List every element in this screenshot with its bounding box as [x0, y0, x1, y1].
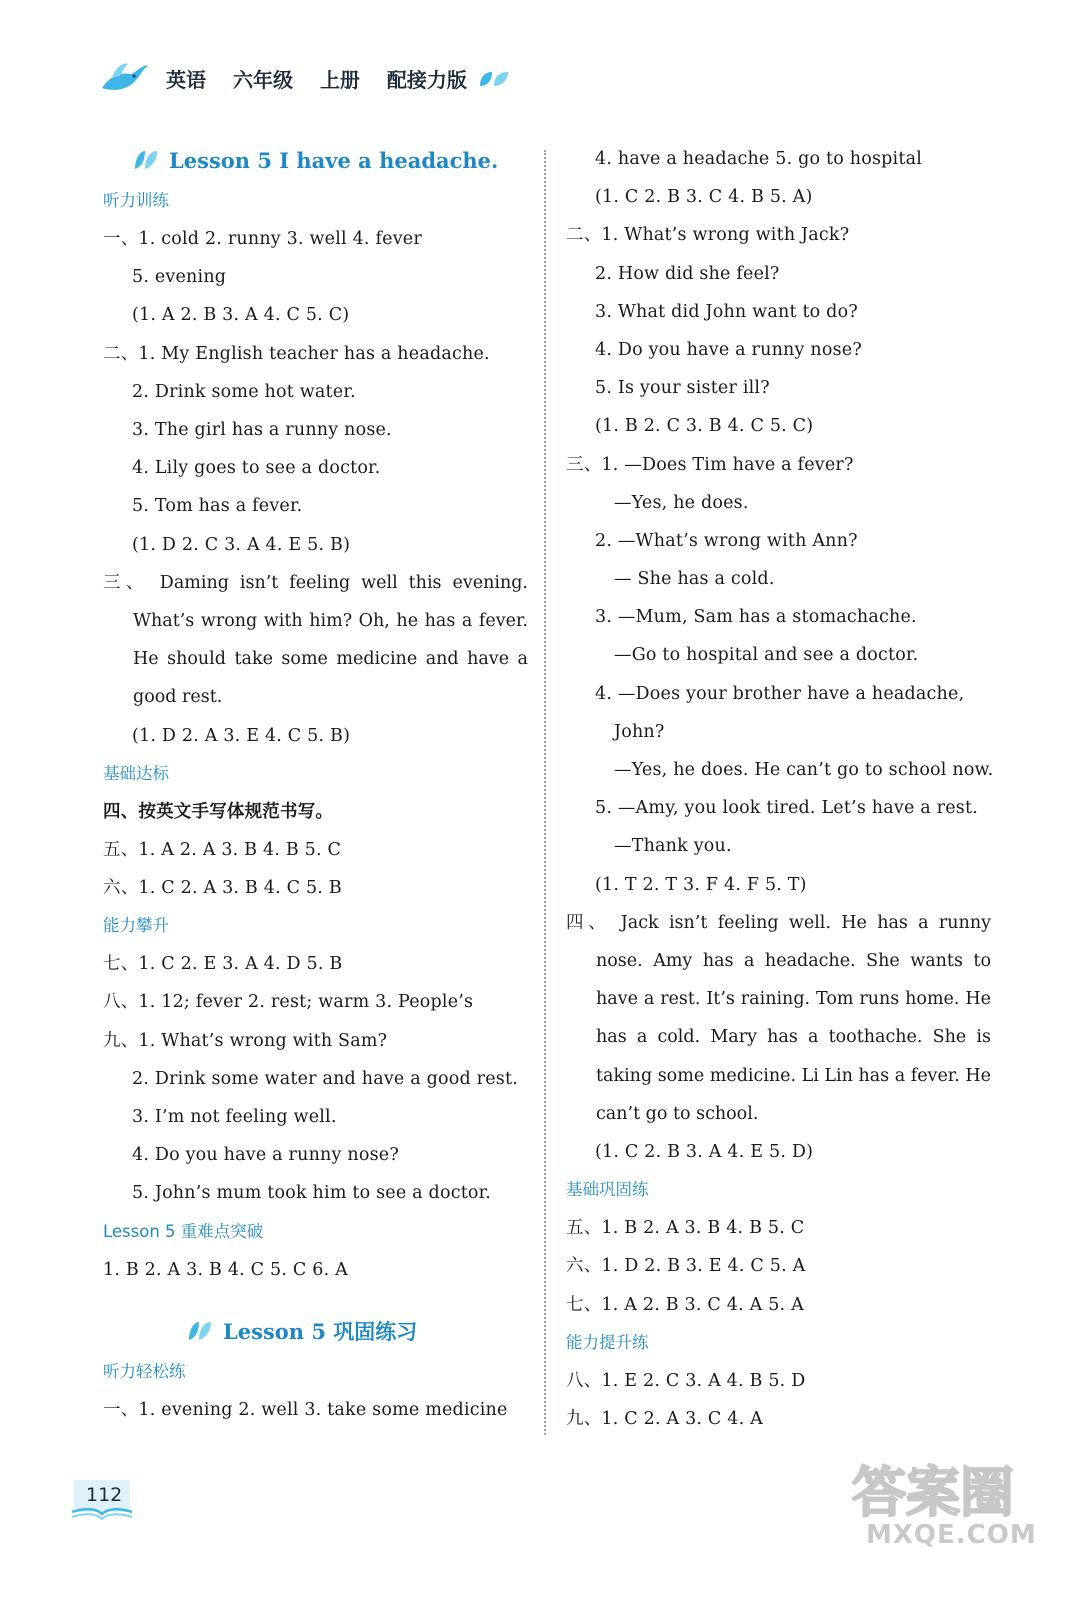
- answer-line: 4. Do you have a runny nose?: [132, 1145, 399, 1166]
- answer-line: 5. John’s mum took him to see a doctor.: [132, 1183, 492, 1204]
- leaf-icon: [187, 1320, 213, 1342]
- answer-line: —Yes, he does. He can’t go to school now.: [614, 760, 994, 780]
- answer-line: 4. —Does your brother have a headache,: [595, 683, 965, 704]
- right-column: [566, 140, 994, 1438]
- answer-line: (1. D 2. A 3. E 4. C 5. B): [132, 725, 351, 746]
- answer-line: 3. —Mum, Sam has a stomachache.: [595, 607, 917, 628]
- section-basic: 基础达标: [103, 763, 169, 783]
- header-volume: 上册: [319, 68, 360, 92]
- watermark-url: MXQE.COM: [866, 1520, 1037, 1550]
- header-grade: 六年级: [232, 68, 293, 92]
- answer-line: — She has a cold.: [614, 569, 775, 590]
- answer-line: 八、1. 12; fever 2. rest; warm 3. People’s: [103, 992, 474, 1013]
- watermark: [842, 1450, 1042, 1560]
- answer-line: 八、1. E 2. C 3. A 4. B 5. D: [566, 1370, 806, 1391]
- answer-line: 六、1. D 2. B 3. E 4. C 5. A: [566, 1256, 806, 1277]
- listening-script: 三、 Daming isn’t feeling well this evening. What’s wrong with him? Oh, he has a fever. He should take some medicine and have a good rest.: [103, 572, 528, 708]
- answer-line: —Thank you.: [614, 836, 732, 857]
- answer-line: 2. Drink some hot water.: [132, 381, 356, 402]
- answer-line: 5. Is your sister ill?: [595, 378, 770, 399]
- answer-line: 九、1. C 2. A 3. C 4. A: [566, 1408, 763, 1429]
- answer-line: —Go to hospital and see a doctor.: [614, 645, 919, 666]
- answer-line: 2. —What’s wrong with Ann?: [595, 530, 858, 551]
- bird-logo-icon: [98, 58, 150, 98]
- answer-line: 一、1. evening 2. well 3. take some medicine: [103, 1399, 508, 1420]
- section-basic-consolidate: 基础巩固练: [566, 1180, 649, 1200]
- section-key-points: Lesson 5 重难点突破: [103, 1221, 264, 1241]
- answer-line: 3. The girl has a runny nose.: [132, 419, 392, 440]
- section-ability-improve: 能力提升练: [566, 1332, 649, 1352]
- lesson-title-text: Lesson 5 I have a headache.: [169, 148, 499, 173]
- answer-line: (1. B 2. C 3. B 4. C 5. C): [595, 416, 814, 437]
- column-divider: [544, 150, 546, 1435]
- answer-line: 四、按英文手写体规范书写。: [103, 801, 334, 822]
- page-number: [70, 1478, 134, 1520]
- answer-line: 一、1. cold 2. runny 3. well 4. fever: [103, 229, 422, 249]
- answer-line: 2. Drink some water and have a good rest.: [132, 1068, 518, 1089]
- answer-line: 2. How did she feel?: [595, 263, 780, 284]
- answer-line: 3. What did John want to do?: [595, 301, 858, 322]
- watermark-logo: 答案圈: [852, 1461, 1014, 1524]
- answer-line: 五、1. B 2. A 3. B 4. B 5. C: [566, 1218, 805, 1239]
- listening-script: 四、 Jack isn’t feeling well. He has a runny nose. Amy has a headache. She wants to have a rest. It’s raining. Tom runs home. He has a cold. Mary has a toothache. She is taking some medicine. Li Lin has a fever. He can’t go to school.: [566, 912, 991, 1124]
- answer-line: (1. A 2. B 3. A 4. C 5. C): [132, 305, 350, 326]
- answer-line: 4. Lily goes to see a doctor.: [132, 458, 381, 479]
- leaf-icon: [133, 149, 159, 171]
- answer-line: 二、1. What’s wrong with Jack?: [566, 225, 850, 246]
- answer-line: 1. B 2. A 3. B 4. C 5. C 6. A: [103, 1259, 348, 1280]
- section-advance: 能力攀升: [103, 916, 169, 936]
- answer-line: John?: [614, 721, 665, 742]
- answer-line: 七、1. C 2. E 3. A 4. D 5. B: [103, 954, 343, 975]
- answer-line: 二、1. My English teacher has a headache.: [103, 343, 490, 364]
- book-header: [166, 64, 487, 93]
- leaf-deco-icon: [476, 68, 510, 90]
- answer-line: 4. have a headache 5. go to hospital: [595, 149, 922, 169]
- lesson-title-practice-text: Lesson 5 巩固练习: [223, 1318, 418, 1344]
- answer-line: 九、1. What’s wrong with Sam?: [103, 1030, 388, 1051]
- answer-line: (1. D 2. C 3. A 4. E 5. B): [132, 534, 351, 555]
- answer-line: 五、1. A 2. A 3. B 4. B 5. C: [103, 839, 342, 860]
- answer-line: (1. T 2. T 3. F 4. F 5. T): [595, 874, 807, 895]
- header-edition: 配接力版: [386, 68, 467, 92]
- header-subject: 英语: [166, 68, 206, 92]
- lesson-title: [103, 140, 528, 182]
- section-listening-easy: 听力轻松练: [103, 1361, 186, 1381]
- answer-line: 三、1. —Does Tim have a fever?: [566, 454, 854, 475]
- lesson-title-practice: [103, 1311, 528, 1353]
- answer-line: 5. Tom has a fever.: [132, 496, 303, 517]
- answer-line: 3. I’m not feeling well.: [132, 1107, 337, 1127]
- answer-line: (1. C 2. B 3. C 4. B 5. A): [595, 187, 813, 208]
- page-number-text: 112: [86, 1484, 123, 1506]
- answer-line: 5. evening: [132, 267, 227, 288]
- answer-line: 六、1. C 2. A 3. B 4. C 5. B: [103, 878, 342, 899]
- answer-line: —Yes, he does.: [614, 492, 749, 513]
- answer-line: (1. C 2. B 3. A 4. E 5. D): [595, 1141, 814, 1162]
- left-column: [103, 140, 528, 1429]
- section-listening: 听力训练: [103, 191, 169, 210]
- answer-line: 5. —Amy, you look tired. Let’s have a rest.: [595, 798, 978, 819]
- answer-line: 4. Do you have a runny nose?: [595, 339, 862, 360]
- answer-line: 七、1. A 2. B 3. C 4. A 5. A: [566, 1294, 804, 1315]
